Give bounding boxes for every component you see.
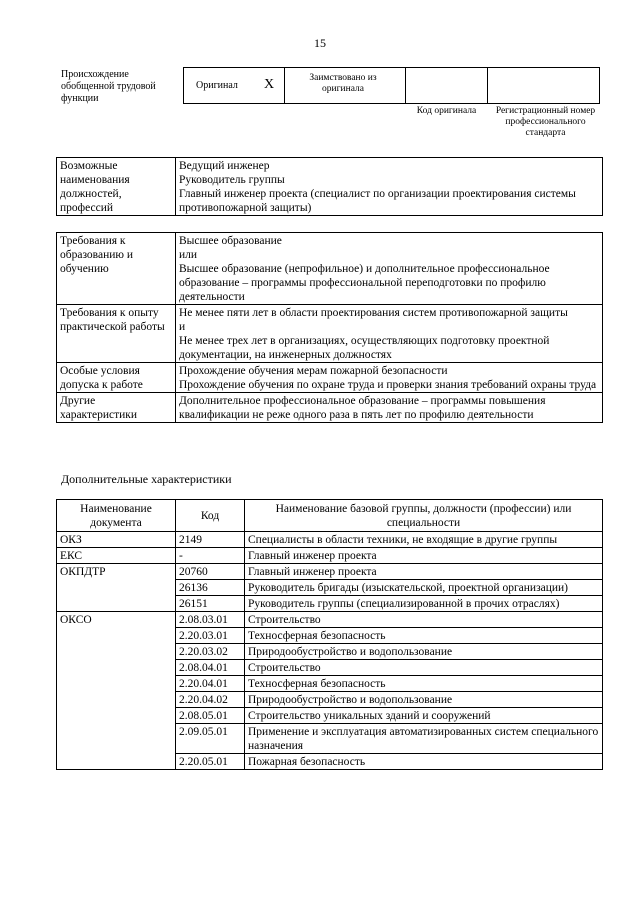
cell-doc xyxy=(57,754,176,770)
requirement-line: Высшее образование xyxy=(179,235,282,247)
requirement-label: Другие характеристики xyxy=(57,393,176,423)
positions-values xyxy=(176,158,603,216)
cell-name: Главный инженер проекта xyxy=(245,564,603,580)
table-header-row xyxy=(57,500,603,532)
original-label: Оригинал xyxy=(196,80,238,91)
cell-name: Строительство xyxy=(245,612,603,628)
origin-label: Происхождение обобщенной трудовой функции xyxy=(61,69,156,104)
cell-doc: ОКПДТР xyxy=(57,564,176,580)
cell-doc xyxy=(57,676,176,692)
table-row xyxy=(57,612,603,628)
cell-code: 20760 xyxy=(176,564,245,580)
table-row xyxy=(57,754,603,770)
cell-doc: ОКЗ xyxy=(57,532,176,548)
table-row xyxy=(57,564,603,580)
requirement-line: и xyxy=(179,321,186,333)
cell-name: Техносферная безопасность xyxy=(245,628,603,644)
cell-code: 2.08.05.01 xyxy=(176,708,245,724)
cell-doc xyxy=(57,724,176,754)
cell-name: Природообустройство и водопользование xyxy=(245,692,603,708)
origin-reg-cell xyxy=(487,67,600,104)
requirement-line: Дополнительное профессиональное образование – программы повышения квалификации не реже одного раза в пять лет по профилю деятельности xyxy=(179,395,546,421)
header-code: Код xyxy=(176,500,245,532)
cell-code: 26136 xyxy=(176,580,245,596)
cell-code: 2.20.05.01 xyxy=(176,754,245,770)
table-row xyxy=(57,363,603,393)
position-item: Руководитель группы xyxy=(179,174,285,186)
page-number: 15 xyxy=(314,36,326,50)
cell-doc xyxy=(57,596,176,612)
cell-doc xyxy=(57,660,176,676)
positions-table xyxy=(56,157,603,216)
table-row xyxy=(57,724,603,754)
requirement-value xyxy=(176,305,603,363)
cell-code: 2.20.04.01 xyxy=(176,676,245,692)
cell-name: Строительство уникальных зданий и сооружений xyxy=(245,708,603,724)
table-row xyxy=(57,660,603,676)
cell-name: Природообустройство и водопользование xyxy=(245,644,603,660)
cell-code: - xyxy=(176,548,245,564)
code-original-label: Код оригинала xyxy=(416,106,477,116)
cell-name: Техносферная безопасность xyxy=(245,676,603,692)
table-row xyxy=(57,596,603,612)
original-mark: X xyxy=(264,77,275,92)
table-row xyxy=(57,532,603,548)
cell-doc: ОКСО xyxy=(57,612,176,628)
cell-doc xyxy=(57,580,176,596)
additional-title: Дополнительные характеристики xyxy=(61,472,232,486)
requirement-line: Не менее пяти лет в области проектирования систем противопожарной защиты xyxy=(179,307,568,319)
cell-name: Применение и эксплуатация автоматизированных систем специального назначения xyxy=(245,724,603,754)
header-name: Наименование базовой группы, должности (профессии) или специальности xyxy=(245,500,603,532)
origin-code-cell xyxy=(405,67,488,104)
position-item: Ведущий инженер xyxy=(179,160,270,172)
cell-name: Руководитель группы (специализированной в прочих отраслях) xyxy=(245,596,603,612)
table-row xyxy=(57,692,603,708)
requirement-label: Особые условия допуска к работе xyxy=(57,363,176,393)
cell-code: 2.20.04.02 xyxy=(176,692,245,708)
requirement-line: Прохождение обучения мерам пожарной безопасности xyxy=(179,365,448,377)
cell-doc xyxy=(57,628,176,644)
table-row xyxy=(57,676,603,692)
requirement-label: Требования к образованию и обучению xyxy=(57,233,176,305)
requirement-label: Требования к опыту практической работы xyxy=(57,305,176,363)
requirement-line: Прохождение обучения по охране труда и проверки знания требований охраны труда xyxy=(179,379,597,391)
table-row xyxy=(57,233,603,305)
cell-name: Главный инженер проекта xyxy=(245,548,603,564)
cell-code: 2.20.03.01 xyxy=(176,628,245,644)
table-row xyxy=(57,628,603,644)
cell-name: Руководитель бригады (изыскательской, проектной организации) xyxy=(245,580,603,596)
positions-label: Возможные наименования должностей, профессий xyxy=(57,158,176,216)
table-row xyxy=(57,580,603,596)
cell-code: 2149 xyxy=(176,532,245,548)
cell-doc xyxy=(57,708,176,724)
reg-number-label: Регистрационный номер профессионального стандарта xyxy=(495,106,596,138)
requirement-value xyxy=(176,393,603,423)
requirement-line: или xyxy=(179,249,198,261)
borrowed-label: Заимствовано из оригинала xyxy=(309,73,377,94)
cell-name: Пожарная безопасность xyxy=(245,754,603,770)
origin-borrowed-cell xyxy=(284,67,406,104)
requirement-line: Не менее трех лет в организациях, осуществляющих подготовку проектной документации, на инженерных должностях xyxy=(179,335,550,361)
header-doc: Наименование документа xyxy=(57,500,176,532)
position-item: Главный инженер проекта (специалист по организации проектирования системы противопожарной защиты) xyxy=(179,188,576,214)
cell-code: 2.08.04.01 xyxy=(176,660,245,676)
cell-doc xyxy=(57,644,176,660)
requirement-value xyxy=(176,363,603,393)
requirements-table xyxy=(56,232,603,423)
cell-code: 2.20.03.02 xyxy=(176,644,245,660)
cell-name: Строительство xyxy=(245,660,603,676)
requirement-line: Высшее образование (непрофильное) и дополнительное профессиональное образование – программы профессиональной переподготовки по профилю деятельности xyxy=(179,263,550,303)
table-row xyxy=(57,305,603,363)
requirement-value xyxy=(176,233,603,305)
table-row xyxy=(57,393,603,423)
origin-original-cell xyxy=(183,67,285,104)
cell-name: Специалисты в области техники, не входящие в другие группы xyxy=(245,532,603,548)
cell-code: 2.08.03.01 xyxy=(176,612,245,628)
table-row xyxy=(57,644,603,660)
cell-doc: ЕКС xyxy=(57,548,176,564)
cell-doc xyxy=(57,692,176,708)
table-row xyxy=(57,548,603,564)
cell-code: 2.09.05.01 xyxy=(176,724,245,754)
additional-table xyxy=(56,499,603,770)
table-row xyxy=(57,708,603,724)
cell-code: 26151 xyxy=(176,596,245,612)
